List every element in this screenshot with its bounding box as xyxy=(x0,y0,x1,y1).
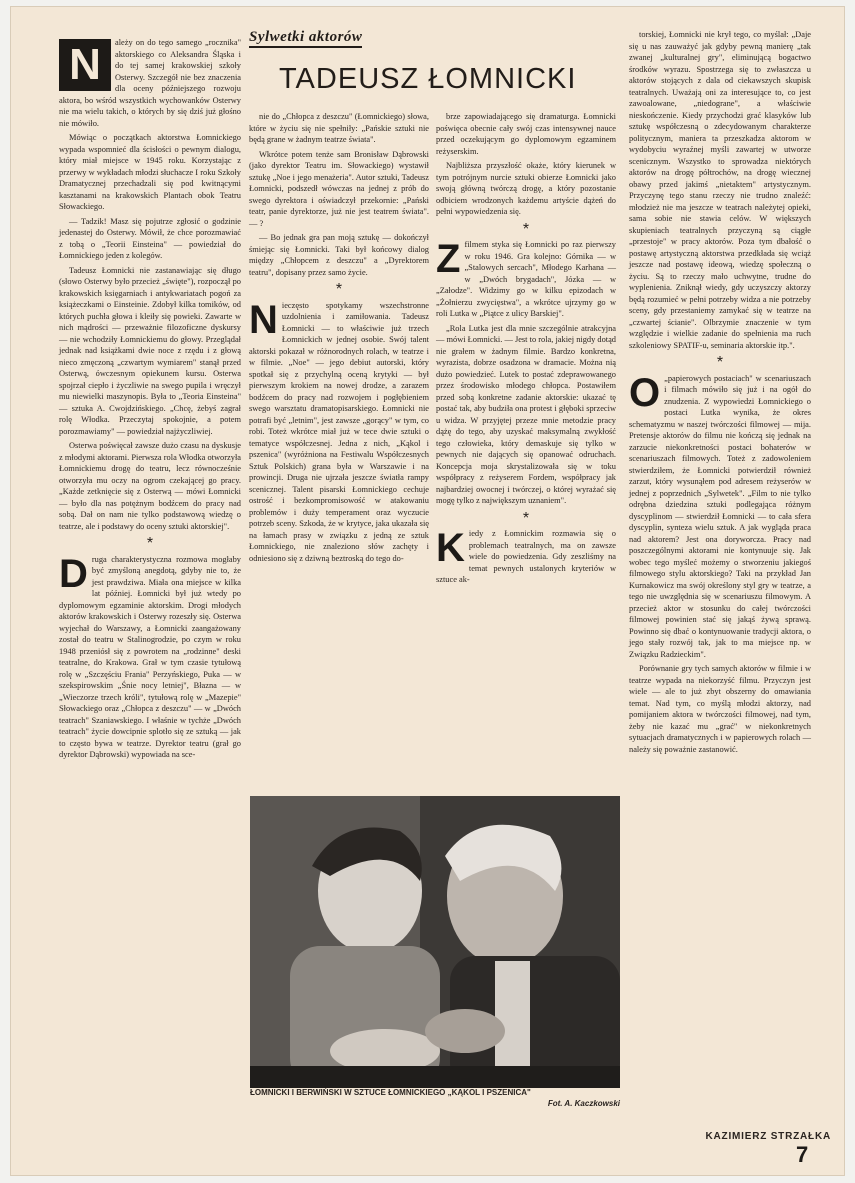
author-signature: KAZIMIERZ STRZAŁKA xyxy=(705,1131,831,1142)
drop-cap: N xyxy=(249,297,278,342)
paragraph-text: ieczęsto spotykamy wszechstronne uzdolnienia i zamiłowania. Tadeusz Łomnicki — to właściwie już trzech Łomnickich w jednej osobie. Swój talent aktorski pokazał w różnorodnych rolach, w teatrze i w filmie. „Noe" — jego debiut autorski, który spotkał się z przychylną oceną krytyki — był pierwszym krokiem na nowej drodze, a zarazem bodźcem do pracy nad rozwojem i pogłębieniem swego warsztatu dramatopisarskiego. Łomnicki nie potrafi być „letnim", jest zawsze „gorący" w tym, co robi. Toteż wkrótce miał już w tece dwie sztuki o tematyce współczesnej. Jedna z nich, „Kąkol i pszenica" (wyróżniona na Festiwalu Współczesnych Sztuk Polskich) grana była w Warszawie i na prowincji. Druga nie ujrzała jeszcze światła rampy scenicznej. Talent pisarski Łomnickiego cechuje ostrość i bezkompromisowość w atakowaniu problemów i duży temperament oraz wyczucie potrzeb sceny. Szkoda, że w krytyce, jaka ukazała się na łamach prasy w związku z jedną ze sztuk Łomnickiego, nie znaleziono słów zachęty i odniesiono się z dziwną beztroską do tego do- xyxy=(249,300,429,563)
paragraph-text: „Rola Lutka jest dla mnie szczególnie atrakcyjna — mówi Łomnicki. — Jest to rola, jakiej nigdy dotąd nie grałem w żadnym filmie. Bardzo konkretna, wyrazista, dobrze osadzona w dramacie. Można nią dużo powiedzieć. Lutek to postać zdeprawowanego przez środowisko młodego chłopca. Postawiłem przed sobą konkretne zadanie aktorskie: ukazać tę postać tak, aby budziła ona protest i głęboki sprzeciw u widza. W przyjętej przeze mnie metodzie pracy dążę do tego, aby uzyskać maksymalną zwykłość tego człowieka, który demaskuje się tylko w pewnych nie dających się opanować odruchach. Koncepcja moja skrystalizowała się w toku współpracy z reżyserem Fordem, współpracy jak najbardziej owocnej i twórczej, o której wyrażać się mogę tylko z największym uznaniem". xyxy=(436,323,616,505)
article-paragraph xyxy=(249,232,429,278)
paragraph-text: nie do „Chłopca z deszczu" (Łomnickiego) słowa, które w życiu się nie spełniły: „Pańskie sztuki nie będą grane w żadnym teatrze świata". xyxy=(249,112,429,144)
article-paragraph xyxy=(436,111,616,157)
paragraph-text: — Bo jednak gra pan moją sztukę — dokończył śmiejąc się Łomnicki. Taki był końcowy dialog między „Chłopcem z deszczu" a „Dyrektorem teatru", dopisany przez samo życie. xyxy=(249,233,429,277)
text-column-3 xyxy=(436,111,616,791)
page-number: 7 xyxy=(796,1142,809,1167)
article-paragraph xyxy=(249,149,429,230)
text-column-4 xyxy=(629,29,811,1129)
paragraph-text: filmem styka się Łomnicki po raz pierwszy w roku 1946. Gra kolejno: Górnika — w „Stalowych sercach", Młodego Karhana — w „Dwóch brygadach", Józka — w „Załodze". Widzimy go w kilku epizodach w „Żołnierzu zwycięstwa", a wkrótce ujrzymy go w roli Lutka w „Piątce z ulicy Barskiej". xyxy=(436,240,616,318)
article-paragraph xyxy=(59,132,241,213)
article-paragraph xyxy=(629,663,811,755)
paragraph-text: Najbliższa przyszłość okaże, który kierunek w tym potrójnym nurcie sztuki obierze Łomnicki jako swoją główną twórczą drogę, a który pozostanie odbiciem wrodzonych każdemu artyście dążeń do pełni wypowiedzenia się. xyxy=(436,161,616,216)
article-paragraph xyxy=(249,297,429,565)
photo-illustration xyxy=(250,796,620,1088)
section-divider-star: * xyxy=(522,220,530,238)
paragraph-text: Tadeusz Łomnicki nie zastanawiając się długo (słowo Osterwy było przecież „święte"), rozpoczął po krakowskich księgarniach i antykwariatach pogoń za książeczkami o Einsteinie. Zdobył kilka tomików, od których puchła głowa i kleiły się powieki. Zawarte w nich mądrości — przeważnie filozoficzne dyskursy — nie wchodziły Łomnickiemu do głowy. Przeglądał jednak nad książkami dwie noce z rzędu i z głową nieco zmęczoną „czwartym wymiarem" stanął przed Osterwą, ówczesnym opiekunem kursu. Osterwa spojrzał ciepło i życzliwie na swego pupila i wręczył mu niewielki maszynopis. Była to „Teoria Einsteina" — sztuka A. Cwojdzińskiego. „Chcę, żebyś zagrał rolę Włodka. Przeczytaj spokojnie, a potem porozmawiamy" — powiedział najżyczliwiej. xyxy=(59,265,241,436)
article-paragraph xyxy=(59,265,241,438)
photo-caption-text: ŁOMNICKI I BERWIŃSKI W SZTUCE ŁOMNICKIEGO „KĄKOL I PSZENICA" xyxy=(250,1088,531,1097)
paragraph-text: Mówiąc o początkach aktorstwa Łomnickiego wypada wspomnieć dla ścisłości o pewnym dialogu, który miał miejsce w 1945 roku. Korzystając z przerwy w wykładach młodzi słuchacze I roku Szkoły Dramatycznej przechadzali się pod kwitnącymi kasztanami na krakowskich Plantach obok Teatru Słowackiego. xyxy=(59,133,241,211)
article-paragraph xyxy=(436,528,616,586)
paragraph-text: ależy on do tego samego „rocznika" aktorskiego co Aleksandra Śląska i do tej samej krakowskiej szkoły Osterwy. Szczegół nie bez znaczenia dla oceny późniejszego rozwoju aktora, bo wśród wszystkich wychowanków Osterwy nie ma wielu takich, o których by się dziś już głośno nie mówiło. xyxy=(59,38,241,128)
paragraph-text: „papierowych postaciach" w scenariuszach i filmach mówiło się już i na ogół do znudzenia. Z wypowiedzi Łomnickiego o postaci Lutka wynika, że okres schematyzmu w naszej twórczości filmowej — mija. Pretensje aktorów do filmu nie kończą się jednak na zarzucie niekonkretności postaci bohaterów w scenariuszach filmowych. Toteż z zadowoleniem stwierdziłem, że Łomnicki potwierdził również zarzut, który wysunąłem pod adresem reżyserów w jednej z poprzednich „Sylwetek". „Film to nie tylko odrębna dziedzina sztuki podlegająca różnym dyscyplinom — stwierdził Łomnicki — to cała sfera dyscyplin, synteza wielu sztuk. A jak wygląda praca nad aktorem? Jest ona doryworcza. Pracy nad poszczególnymi aktorami nie kontynuuje się. Jak wobec tego myśleć możemy o stworzeniu jakiegoś filmowego stylu aktorskiego? Taki na przykład Jan Kurnakowicz ma swój określony styl gry w teatrze, a tego nie uwzględnia się w scenariuszu filmowym. A przecież aktor w stosunku do całej twórczości filmowej powinien stać się jakąś żywą sprawą. Powinno się dbać o kontynuowanie tradycji aktora, o jego stały rozwój tak, jak to ma miejsce np. w Związku Radzieckim". xyxy=(629,373,811,659)
article-title: TADEUSZ ŁOMNICKI xyxy=(279,63,577,95)
article-paragraph xyxy=(59,440,241,532)
section-divider-star: * xyxy=(522,509,530,527)
photo-credit: Fot. A. Kaczkowski xyxy=(547,1099,620,1108)
text-column-1 xyxy=(59,37,241,1142)
paragraph-text: Porównanie gry tych samych aktorów w filmie i w teatrze wypada na niekorzyść filmu. Przyczyn jest wiele — ale to już zbyt obszerny do omawiania temat. Nad tym, co myślą młodzi aktorzy, nad pomijaniem aktora w twórczości filmowej, nad tym, żeby nie kazać mu „grać" w niekonkretnych sytuacjach dramatycznych i w papierowych rolach — należy się poważnie zastanowić. xyxy=(629,664,811,754)
section-label: Sylwetki aktorów xyxy=(249,29,362,48)
article-paragraph xyxy=(629,29,811,351)
paragraph-text: — Tadzik! Masz się pojutrze zgłosić o godzinie jedenastej do Osterwy. Mówił, że chce porozmawiać z tobą o „Teorii Einsteina" — powiedział do Łomnickiego jeden z kolegów. xyxy=(59,216,241,260)
article-paragraph xyxy=(59,216,241,262)
drop-cap: O xyxy=(629,370,661,415)
drop-cap: K xyxy=(436,526,465,570)
text-column-2 xyxy=(249,111,429,791)
section-divider-star: * xyxy=(716,354,724,371)
drop-cap: D xyxy=(59,551,88,596)
article-paragraph xyxy=(629,370,811,661)
photo-caption xyxy=(250,1088,620,1108)
paragraph-text: iedy z Łomnickim rozmawia się o problemach teatralnych, ma on zawsze wiele do powiedzenia. Gdy zeszliśmy na temat pewnych ustalonych kryteriów w sztuce ak- xyxy=(436,529,616,584)
paragraph-text: torskiej, Łomnicki nie krył tego, co myślał: „Daje się u nas zauważyć jak gdyby pewną manierę „tak zwanej „kulturalnej gry", eliminującą bogactwo środków wyrazu. Spostrzega się to zwłaszcza u aktorów stojących z dala od ciekawszych skupisk teatralnych. Uważają oni za interesujące to, co jest zawoalowane, „niedograne", a właściwie nieskończenie. Kiedy przychodzi grać klasyków lub sztukę współczesną o zdecydowanym charakterze politycznym, maniera ta przeszkadza aktorom w wydobyciu wyraźnej myśli zawartej w utworze scenicznym. Wszystko to sprowadza niektórych aktorów na drogę półtrochów, na drogę wiecznej obawy przed jakimś „nietaktem" artystycznym. Przyczynę tego stanu rzeczy nie trudno znaleźć: młodzież nie ma jeszcze w teatrach należytej opieki, sama sobie nie stawia celów. W większych skupieniach teatralnych przyczyną są ciągłe „przestoje" w pracy aktorów. Poza tym dbałość o postawę artystyczną aktorstwa przedkłada się wciąż jeszcze nad postawę ideową, wiedzę społeczną o życiu. Są to rzeczy mało uchwytne, trudne do wyplenienia. Zniknął wiedy, gdy uczyszczy aktorzy będą rozumieć w pełni potrzeby widza a nie potrzeby sceny, gdy przestaniemy zamykać się w teatrze na „czwartej ścianie". Olbrzymie znaczenie w tym względzie i wielkie zadanie do spełnienia ma ruch szkoleniowy SPATIF-u, seminaria aktorskie itp.". xyxy=(629,30,811,350)
paragraph-text: Wkrótce potem tenże sam Bronisław Dąbrowski (jako dyrektor Teatru im. Słowackiego) wystawił sztukę „Noe i jego menażeria". Autor sztuki, Tadeusz Łomnicki, podszedł wówczas na jednej z prób do swego dyrektora i oświadczył przekornie: „Pański teatr, panie dyrektorze, już nie jest teatrem świata". — ? xyxy=(249,149,429,228)
magazine-page xyxy=(10,6,845,1176)
article-photo xyxy=(250,796,620,1088)
section-divider-star: * xyxy=(335,281,343,298)
article-paragraph xyxy=(249,111,429,146)
section-divider-star: * xyxy=(146,535,154,552)
article-paragraph xyxy=(59,37,241,129)
paragraph-text: ruga charakterystyczna rozmowa mogłaby być zmyśloną anegdotą, gdyby nie to, że jest prawdziwa. Miała ona miejsce w kilka lat później. Łomnicki był już wtedy po dyplomowym egzaminie aktorskim. Drogi młodych aktorów krakowskich i Osterwy rozeszły się. Osterwa wyjechał do Warszawy, a Łomnicki zaangażowany został do teatru w Stalinogrodzie, po czym w roku 1948 przeniósł się z powrotem na „rodzinne" deski teatralne, do Krakowa. Grał w tym czasie tytułową rolę w „Szczęściu Frania" Perzyńskiego, Puka — w szekspirowskim „Śnie nocy letniej", Błazna — w „Wieczorze trzech króli", tytułową rolę w „Mazepie" Słowackiego oraz „Chłopca z deszczu" — w „Dwóch teatrach" Szaniawskiego. I właśnie w tychże „Dwóch teatrach" życie dowcipnie splotło się ze sztuką — jak to często bywa w teatrze. Dyrektor teatru (grał go dyrektor Dąbrowski) wypowiada na sce- xyxy=(59,554,241,759)
article-paragraph xyxy=(436,239,616,320)
paragraph-text: brze zapowiadającego się dramaturga. Łomnicki poświęca obecnie cały swój czas intensywnej nauce przed oczekującym go dyplomowym egzaminem reżyserskim. xyxy=(436,112,616,156)
article-paragraph xyxy=(436,160,616,218)
drop-cap: N xyxy=(59,39,111,91)
article-paragraph xyxy=(59,551,241,761)
paragraph-text: Osterwa poświęcał zawsze dużo czasu na dyskusje z młodymi aktorami. Pierwsza rola Włodka otworzyła Łomnickiemu drogę do teatru, lecz równocześnie otworzyła mu oczy na ogrom czekającej go pracy. „Każde zetknięcie się z Osterwą — mówi Łomnicki — było dla nas potężnym bodźcem do pracy nad sobą. Dał on nam nie tylko podstawową wiedzę o teatrze, ale i podstawy do oceny sztuki aktorskiej". xyxy=(59,441,241,531)
drop-cap: Z xyxy=(436,237,461,281)
article-paragraph xyxy=(436,323,616,507)
